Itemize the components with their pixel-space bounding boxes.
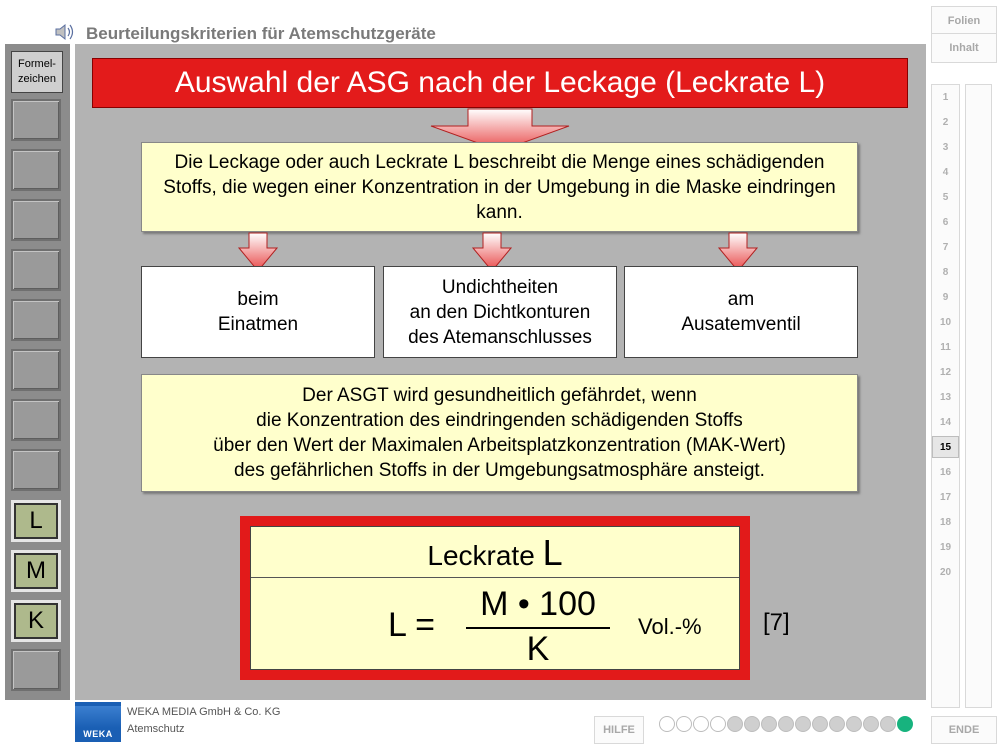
progress-dot (812, 716, 828, 732)
warning-text: Der ASGT wird gesundheitlich gefährdet, wenn die Konzentration des eindringenden schädigenden Stoffs über den Wert der Maximalen Arbeitsplatzkonzentration (MAK-Wert) des gefährlichen Stoffs in der Umgebungsatmosphäre ansteigt. (213, 385, 786, 481)
progress-dot (693, 716, 709, 732)
page-number-11[interactable]: 11 (940, 341, 951, 353)
empty-slot (11, 449, 61, 491)
folien-button[interactable]: Folien (931, 6, 997, 36)
formel-zeichen-label: Formel- zeichen (18, 58, 56, 85)
cause-seal-text: Undichtheiten an den Dichtkonturen des Atemanschlusses (408, 276, 592, 348)
cause-box-inhale (141, 266, 375, 358)
progress-dot (744, 716, 760, 732)
page-number-17[interactable]: 17 (939, 491, 952, 503)
page-number-10[interactable]: 10 (939, 316, 952, 328)
page-title: Beurteilungskriterien für Atemschutzgeräte (86, 24, 436, 43)
intro-text: Die Leckage oder auch Leckrate L beschreibt die Menge eines schädigenden Stoffs, die wegen einer Konzentration in der Umgebung in die Maske eindringen kann. (163, 151, 836, 223)
progress-dot (880, 716, 896, 732)
cause-exhale-text: am Ausatemventil (681, 289, 801, 335)
formel-zeichen-button[interactable] (11, 51, 63, 93)
symbol-button-l[interactable]: L (11, 500, 61, 542)
page-number-19[interactable]: 19 (939, 541, 952, 553)
formula-lhs: L = (388, 606, 435, 644)
page-number-13[interactable]: 13 (939, 391, 952, 403)
speaker-icon[interactable] (54, 22, 78, 42)
page-number-16[interactable]: 16 (939, 466, 952, 478)
page-number-20[interactable]: 20 (939, 566, 952, 578)
formula-title-text: Leckrate (427, 540, 543, 571)
page-number-8[interactable]: 8 (942, 266, 949, 278)
page-scroll-column[interactable] (965, 84, 992, 708)
progress-dot (710, 716, 726, 732)
progress-dot (829, 716, 845, 732)
progress-dot-current (897, 716, 913, 732)
formula-numerator: M • 100 (480, 585, 596, 623)
formula-divider (251, 577, 739, 578)
empty-slot (11, 99, 61, 141)
product-name: Atemschutz (127, 723, 185, 735)
formula-denominator: K (526, 630, 550, 668)
ende-button[interactable]: ENDE (931, 716, 997, 744)
company-name: WEKA MEDIA GmbH & Co. KG (127, 706, 281, 718)
page-number-3[interactable]: 3 (942, 141, 949, 153)
empty-slot (11, 649, 61, 691)
cause-inhale-text: beim Einatmen (217, 289, 299, 335)
page-number-2[interactable]: 2 (942, 116, 949, 128)
page-number-7[interactable]: 7 (942, 241, 949, 253)
progress-dot (846, 716, 862, 732)
page-number-14[interactable]: 14 (939, 416, 952, 428)
page-number-9[interactable]: 9 (942, 291, 949, 303)
empty-slot (11, 349, 61, 391)
weka-logo-text: WEKA (83, 729, 113, 739)
warning-note (141, 374, 858, 492)
symbol-button-m[interactable]: M (11, 550, 61, 592)
progress-dot (676, 716, 692, 732)
empty-slot (11, 299, 61, 341)
cause-box-seal (383, 266, 617, 358)
page-number-1[interactable]: 1 (942, 91, 949, 103)
progress-dot (659, 716, 675, 732)
weka-logo (75, 702, 121, 742)
page-number-12[interactable]: 12 (939, 366, 952, 378)
empty-slot (11, 399, 61, 441)
hilfe-button[interactable]: HILFE (594, 716, 644, 744)
progress-dot (761, 716, 777, 732)
progress-dot (778, 716, 794, 732)
page-number-4[interactable]: 4 (942, 166, 949, 178)
formula-title (251, 532, 739, 574)
progress-dot (795, 716, 811, 732)
symbol-button-k[interactable]: K (11, 600, 61, 642)
slide-progress (659, 716, 913, 734)
page-number-5[interactable]: 5 (942, 191, 949, 203)
progress-dot (727, 716, 743, 732)
intro-note (141, 142, 858, 232)
empty-slot (11, 149, 61, 191)
cause-box-exhale (624, 266, 858, 358)
page-number-15[interactable]: 15 (932, 436, 959, 458)
formula-title-symbol: L (542, 532, 563, 573)
reference-label: [7] (763, 609, 790, 636)
empty-slot (11, 199, 61, 241)
slide-heading: Auswahl der ASG nach der Leckage (Leckrate L) (92, 58, 908, 108)
formula-unit: Vol.-% (638, 614, 702, 639)
empty-slot (11, 249, 61, 291)
page-number-18[interactable]: 18 (939, 516, 952, 528)
progress-dot (863, 716, 879, 732)
inhalt-button[interactable]: Inhalt (931, 33, 997, 63)
fraction-bar (466, 627, 610, 629)
page-number-6[interactable]: 6 (942, 216, 949, 228)
